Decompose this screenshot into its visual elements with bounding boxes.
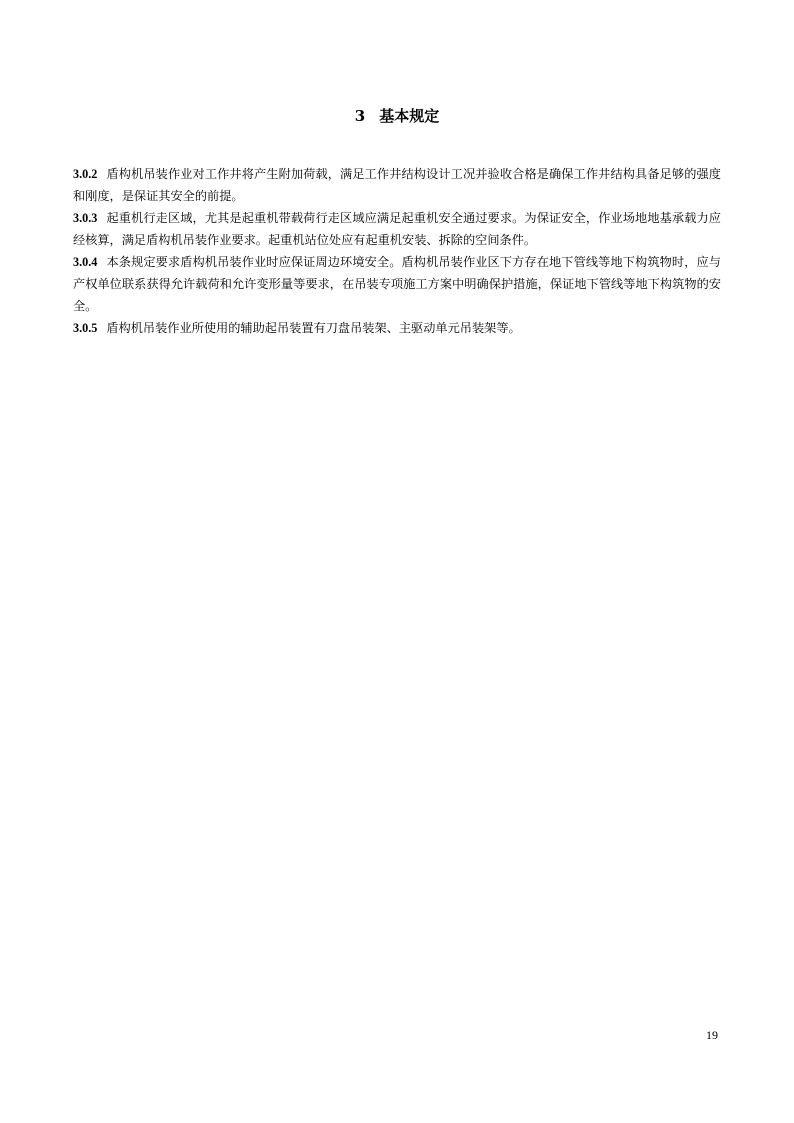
document-body [73, 163, 721, 339]
chapter-title-text: 基本规定 [379, 107, 440, 125]
clause-3-0-3 [73, 207, 721, 251]
clause-text: 盾构机吊装作业对工作井将产生附加荷载，满足工作井结构设计工况并验收合格是确保工作井结构具备足够的强度和刚度，是保证其安全的前提。 [73, 167, 721, 203]
clause-text: 本条规定要求盾构机吊装作业时应保证周边环境安全。盾构机吊装作业区下方存在地下管线等地下构筑物时，应与产权单位联系获得允许载荷和允许变形量等要求，在吊装专项施工方案中明确保护措施，保证地下管线等地下构筑物的安全。 [73, 255, 721, 313]
clause-number: 3.0.3 [73, 211, 98, 225]
clause-3-0-5 [73, 317, 721, 339]
clause-number: 3.0.5 [73, 321, 98, 335]
chapter-title [0, 106, 794, 126]
clause-number: 3.0.4 [73, 255, 98, 269]
chapter-number: 3 [354, 107, 366, 125]
clause-3-0-2 [73, 163, 721, 207]
page-number: 19 [706, 1028, 718, 1042]
clause-number: 3.0.2 [73, 167, 98, 181]
clause-3-0-4 [73, 251, 721, 317]
clause-text: 起重机行走区域，尤其是起重机带载荷行走区域应满足起重机安全通过要求。为保证安全，作业场地地基承载力应经核算，满足盾构机吊装作业要求。起重机站位处应有起重机安装、拆除的空间条件。 [73, 211, 721, 247]
clause-text: 盾构机吊装作业所使用的辅助起吊装置有刀盘吊装架、主驱动单元吊装架等。 [106, 321, 521, 335]
